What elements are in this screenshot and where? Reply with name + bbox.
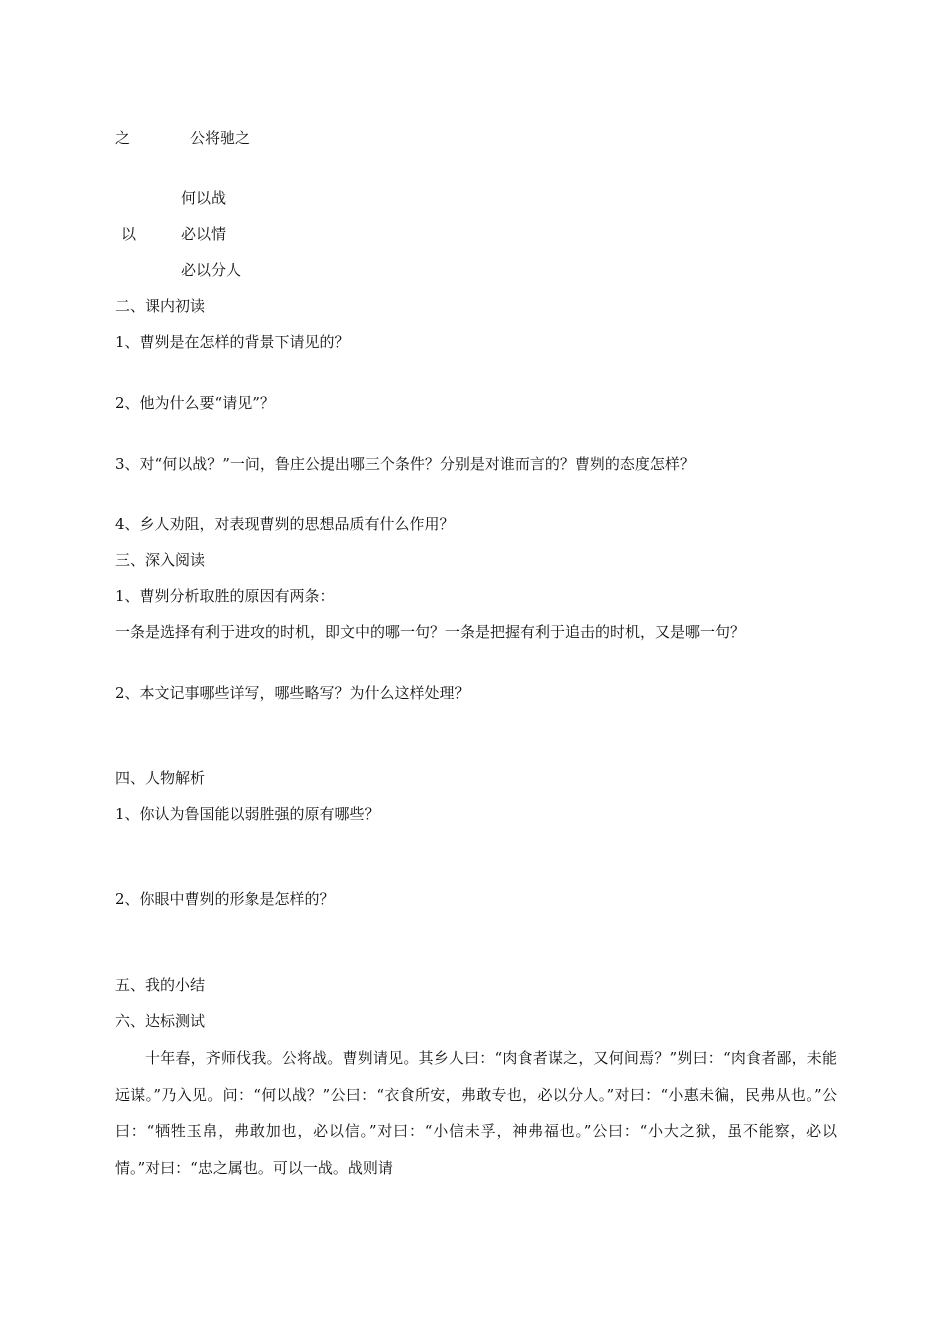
question-4-1: 1、你认为鲁国能以弱胜强的原有哪些？ <box>115 805 380 823</box>
vocab-yi-char: 以 <box>121 225 137 243</box>
question-3-1-detail: 一条是选择有利于进攻的时机，即文中的哪一句？一条是把握有利于追击的时机，又是哪一句？ <box>115 623 746 641</box>
section-heading-6: 六、达标测试 <box>115 1012 206 1030</box>
section-heading-5: 五、我的小结 <box>115 976 206 994</box>
question-2-4: 4、乡人劝阻，对表现曹刿的思想品质有什么作用？ <box>115 515 455 533</box>
vocab-zhi-char: 之 <box>115 129 131 147</box>
question-4-2: 2、你眼中曹刿的形象是怎样的？ <box>115 890 335 908</box>
question-2-1: 1、曹刿是在怎样的背景下请见的？ <box>115 333 350 351</box>
classical-passage: 十年春，齐师伐我。公将战。曹刿请见。其乡人曰：“肉食者谋之，又何间焉？”刿曰：“肉食者鄙，未能远谋。”乃入见。问：“何以战？”公曰：“衣食所安，弗敢专也，必以分人。”对曰：“小惠未徧，民弗从也。”公曰：“牺牲玉帛，弗敢加也，必以信。”对曰：“小信未孚，神弗福也。”公曰：“小大之狱，虽不能察，必以情。”对曰：“忠之属也。可以一战。战则请 <box>115 1049 837 1177</box>
vocab-yi-example-1: 何以战 <box>181 189 227 207</box>
question-3-1: 1、曹刿分析取胜的原因有两条： <box>115 587 335 605</box>
question-3-2: 2、本文记事哪些详写，哪些略写？为什么这样处理？ <box>115 684 470 702</box>
question-2-2: 2、他为什么要“请见”？ <box>115 394 275 412</box>
vocab-yi-example-2: 必以情 <box>181 225 227 243</box>
vocab-yi-example-3: 必以分人 <box>181 261 242 279</box>
section-heading-4: 四、人物解析 <box>115 769 206 787</box>
vocab-zhi-example: 公将驰之 <box>190 129 251 147</box>
section-heading-3: 三、深入阅读 <box>115 551 206 569</box>
section-heading-2: 二、课内初读 <box>115 297 206 315</box>
question-2-3: 3、对“何以战？”一问，鲁庄公提出哪三个条件？分别是对谁而言的？曹刿的态度怎样？ <box>115 455 695 473</box>
